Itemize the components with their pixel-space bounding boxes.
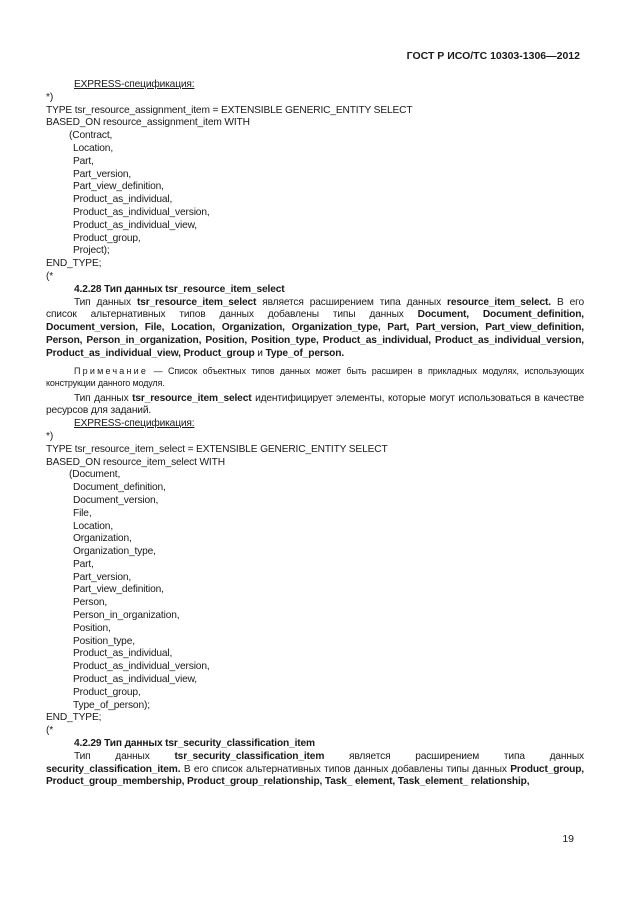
select-item: Position, — [73, 622, 111, 634]
select-item: Organization, — [73, 533, 132, 545]
based-on-line: BASED_ON resource_assignment_item WITH — [46, 117, 250, 129]
end-type: END_TYPE; — [46, 258, 102, 270]
paragraph-definition: Тип данных tsr_security_classification_item является расширением типа данных security_classification_item. В его список альтернативных типов данных добавлены типы данных Product_group, Product_group_membership, Product_group_relationship, Task_ element, Task_element_ relationship, — [46, 750, 584, 788]
end-type: END_TYPE; — [46, 712, 102, 724]
select-item: Product_as_individual_view, — [73, 674, 197, 686]
select-item: Product_as_individual, — [73, 648, 173, 660]
select-item: Part_view_definition, — [73, 584, 164, 596]
section-heading-4-2-29: 4.2.29 Тип данных tsr_security_classification_item — [74, 738, 315, 750]
select-item: Organization_type, — [73, 546, 156, 558]
select-item: Part_version, — [73, 571, 132, 583]
section-heading-4-2-28: 4.2.28 Тип данных tsr_resource_item_select — [74, 283, 285, 295]
document-body — [46, 79, 584, 789]
select-item: Document_definition, — [73, 482, 166, 494]
select-item: Location, — [73, 520, 113, 532]
select-item: Part_view_definition, — [73, 181, 164, 193]
select-item: Position_type, — [73, 635, 135, 647]
type-declaration: TYPE tsr_resource_item_select = EXTENSIBLE GENERIC_ENTITY SELECT — [46, 443, 388, 455]
select-item: Product_as_individual, — [73, 194, 173, 206]
select-item: Product_group, — [73, 232, 141, 244]
select-item: File, — [73, 507, 92, 519]
select-item: Type_of_person); — [73, 699, 150, 711]
select-item: Part, — [73, 155, 94, 167]
type-declaration: TYPE tsr_resource_assignment_item = EXTENSIBLE GENERIC_ENTITY SELECT — [46, 104, 413, 116]
select-item: Document_version, — [73, 494, 159, 506]
select-item: Person_in_organization, — [73, 610, 180, 622]
express-spec-label: EXPRESS-спецификация: — [74, 418, 195, 430]
select-item: Part, — [73, 558, 94, 570]
note-label: Примечание — [74, 365, 149, 376]
comment-close: *) — [46, 91, 54, 103]
note: Примечание — Список объектных типов данных может быть расширен в прикладных модулях, использующих конструкции данного модуля. — [46, 365, 584, 388]
paragraph-definition: Тип данных tsr_resource_item_select является расширением типа данных resource_item_select. В его список альтернативных типов данных добавлены типы данных Document, Document_definition, Document_version, File, Location, Organization, Organization_type, Part, Part_version, Part_view_definition, Person, Person_in_organization, Position, Position_type, Product_as_individual, Product_as_individual_version, Product_as_individual_view, Product_group и Type_of_person. — [46, 296, 584, 359]
select-item: Project); — [73, 245, 110, 257]
select-item: Product_as_individual_view, — [73, 219, 197, 231]
comment-open: (* — [46, 725, 54, 737]
comment-open: (* — [46, 270, 54, 282]
select-item: Product_group, — [73, 686, 141, 698]
page-header: ГОСТ Р ИСО/ТС 10303-1306—2012 — [406, 50, 580, 62]
select-item: Product_as_individual_version, — [73, 661, 210, 673]
express-spec-label: EXPRESS-спецификация: — [74, 79, 195, 90]
page-number: 19 — [562, 833, 574, 845]
select-item: Person, — [73, 597, 108, 609]
select-item-first: (Contract, — [69, 130, 113, 142]
select-item: Part_version, — [73, 168, 132, 180]
select-item-first: (Document, — [69, 469, 121, 481]
select-item: Location, — [73, 142, 113, 154]
select-item: Product_as_individual_version, — [73, 206, 210, 218]
based-on-line: BASED_ON resource_item_select WITH — [46, 456, 225, 468]
comment-close: *) — [46, 430, 54, 442]
paragraph-purpose: Тип данных tsr_resource_item_select идентифицирует элементы, которые могут использоваться в качестве ресурсов для заданий. — [46, 392, 584, 417]
